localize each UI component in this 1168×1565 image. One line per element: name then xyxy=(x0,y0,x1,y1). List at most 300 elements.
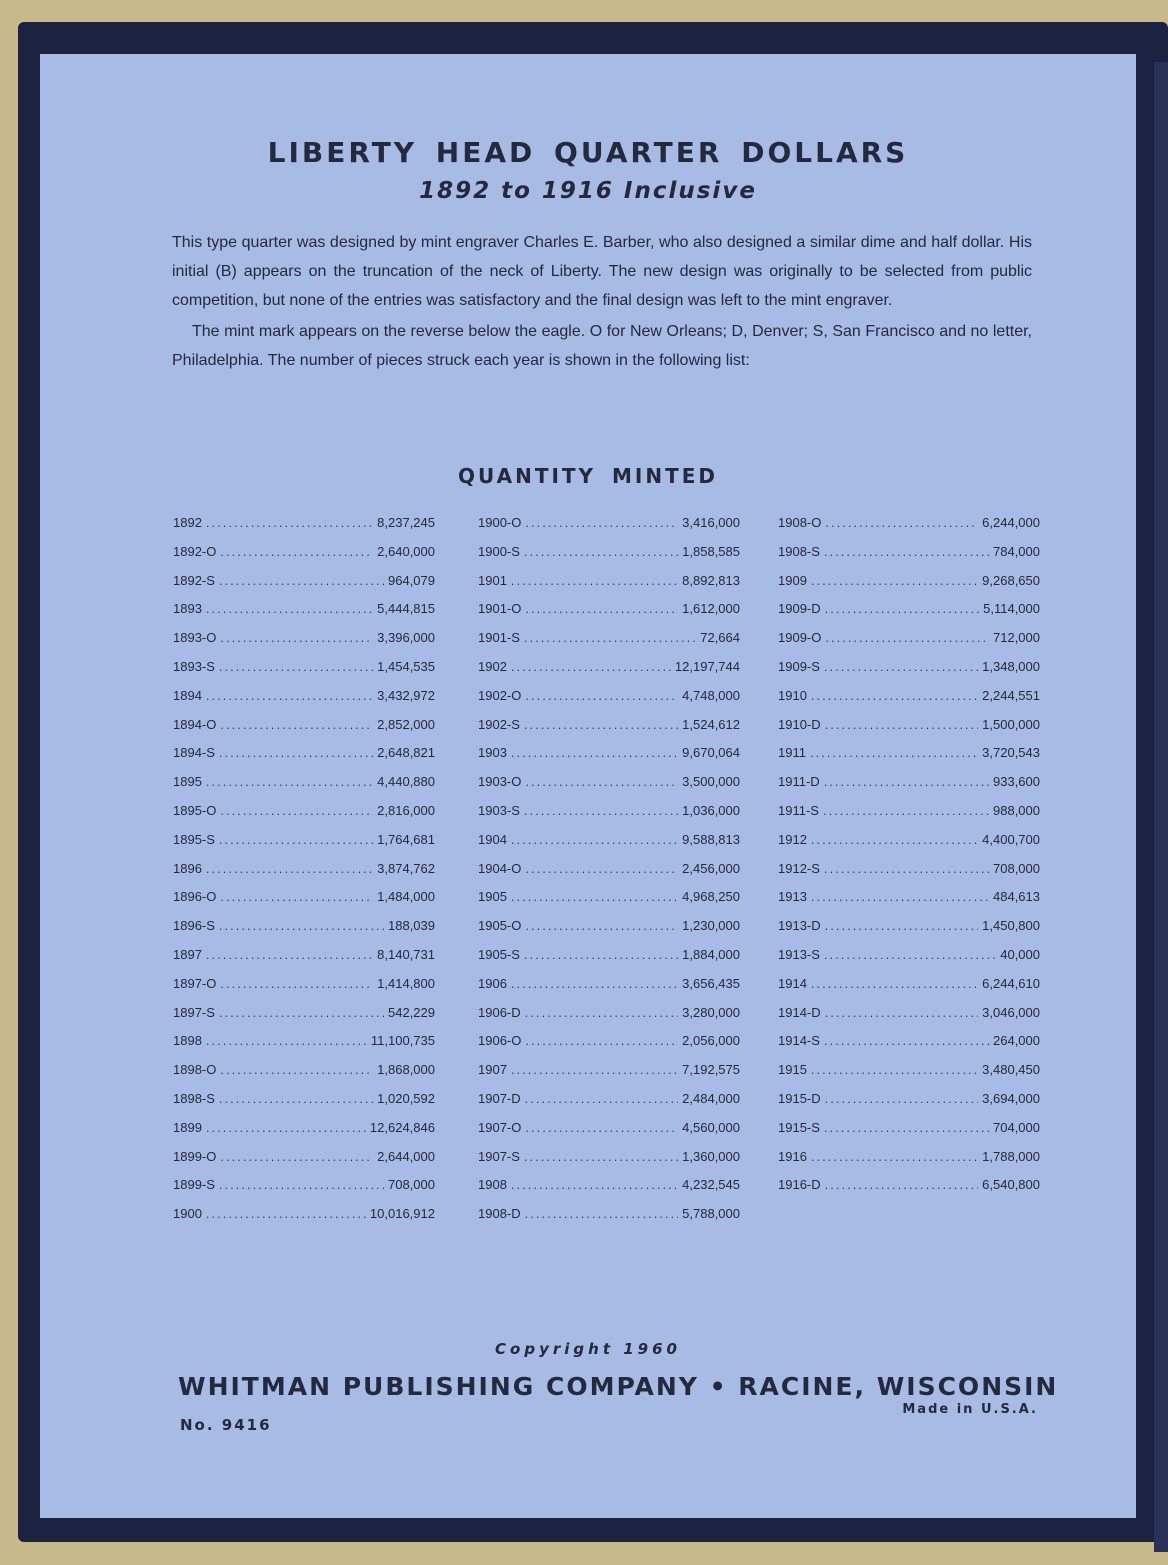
mintage-quantity: 1,360,000 xyxy=(682,1148,740,1164)
dot-leader xyxy=(524,1149,678,1164)
mintage-quantity: 1,414,800 xyxy=(377,975,435,991)
mintage-year: 1909 xyxy=(778,572,807,588)
dot-leader xyxy=(511,976,678,991)
mintage-year: 1905-O xyxy=(478,918,522,934)
dot-leader xyxy=(525,688,678,703)
mintage-row xyxy=(173,1091,435,1120)
mintage-quantity: 2,644,000 xyxy=(377,1148,435,1164)
mintage-quantity: 1,868,000 xyxy=(377,1062,435,1078)
mintage-year: 1892 xyxy=(173,515,202,530)
mintage-quantity: 708,000 xyxy=(388,1177,435,1193)
dot-leader xyxy=(206,1033,367,1048)
dot-leader xyxy=(525,1206,679,1221)
mintage-quantity: 3,480,450 xyxy=(982,1062,1040,1078)
album-spine xyxy=(1154,62,1168,1552)
mintage-year: 1898-S xyxy=(173,1090,215,1106)
mintage-year: 1909-S xyxy=(778,658,820,674)
mintage-row xyxy=(173,1206,435,1235)
dot-leader xyxy=(219,1005,384,1020)
mintage-row xyxy=(478,717,740,746)
mintage-year: 1898-O xyxy=(173,1062,217,1078)
mintage-quantity: 5,114,000 xyxy=(983,601,1040,617)
mintage-quantity: 3,874,762 xyxy=(377,860,435,876)
mintage-quantity: 5,788,000 xyxy=(682,1206,740,1222)
mintage-row xyxy=(173,774,435,803)
dot-leader xyxy=(525,861,678,876)
dot-leader xyxy=(525,1091,679,1106)
mintage-year: 1892-O xyxy=(173,543,217,559)
mintage-row xyxy=(478,688,740,717)
dot-leader xyxy=(825,1005,979,1020)
dot-leader xyxy=(524,717,678,732)
mintage-row xyxy=(478,1120,740,1149)
mintage-quantity: 3,280,000 xyxy=(682,1004,740,1020)
album-page xyxy=(40,54,1136,1518)
dot-leader xyxy=(511,832,678,847)
dot-leader xyxy=(206,688,373,703)
quantity-minted-heading: QUANTITY MINTED xyxy=(457,464,718,488)
dot-leader xyxy=(511,659,671,674)
mintage-year: 1903 xyxy=(478,745,507,761)
mintage-column-1 xyxy=(173,515,435,1235)
mintage-year: 1912-S xyxy=(778,860,820,876)
mintage-row xyxy=(778,1062,1040,1091)
mintage-row xyxy=(778,976,1040,1005)
mintage-row xyxy=(173,1149,435,1178)
mintage-year: 1902 xyxy=(478,658,507,674)
mintage-quantity: 9,670,064 xyxy=(682,745,740,761)
mintage-year: 1906-D xyxy=(478,1004,521,1020)
dot-leader xyxy=(525,1005,679,1020)
dot-leader xyxy=(824,659,978,674)
dot-leader xyxy=(825,1177,979,1192)
mintage-year: 1899 xyxy=(173,1119,202,1135)
intro-paragraph-1: This type quarter was designed by mint engraver Charles E. Barber, who also designed a similar dime and half dollar. His initial (B) appears on the truncation of the neck of Liberty. The new design was originally to be selected from public competition, but none of the entries was satisfactory and the final design was left to the mint engraver. xyxy=(172,234,1032,309)
mintage-quantity: 784,000 xyxy=(993,543,1040,559)
mintage-quantity: 484,613 xyxy=(993,889,1040,905)
mintage-year: 1903-S xyxy=(478,802,520,818)
mintage-quantity: 2,816,000 xyxy=(377,802,435,818)
mintage-quantity: 542,229 xyxy=(388,1004,435,1020)
dot-leader xyxy=(811,573,978,588)
mintage-year: 1911-D xyxy=(778,774,820,790)
mintage-year: 1914 xyxy=(778,975,807,991)
dot-leader xyxy=(524,803,678,818)
mintage-quantity: 12,197,744 xyxy=(674,658,740,674)
dot-leader xyxy=(811,889,989,904)
mintage-year: 1913 xyxy=(778,889,807,905)
mintage-quantity: 1,450,800 xyxy=(982,918,1040,934)
mintage-quantity: 2,456,000 xyxy=(682,860,740,876)
mintage-quantity: 1,454,535 xyxy=(377,658,435,674)
dot-leader xyxy=(220,976,373,991)
dot-leader xyxy=(220,1062,373,1077)
mintage-row xyxy=(173,688,435,717)
dot-leader xyxy=(206,515,373,530)
mintage-quantity: 5,444,815 xyxy=(377,601,435,617)
mintage-year: 1899-S xyxy=(173,1177,215,1193)
mintage-year: 1913-S xyxy=(778,946,820,962)
dot-leader xyxy=(220,1149,373,1164)
mintage-year: 1893 xyxy=(173,601,202,617)
mintage-year: 1908-D xyxy=(478,1206,521,1222)
mintage-year: 1896-S xyxy=(173,918,215,934)
mintage-year: 1905 xyxy=(478,889,507,905)
dot-leader xyxy=(825,630,989,645)
mintage-year: 1907-S xyxy=(478,1148,520,1164)
dot-leader xyxy=(811,1149,978,1164)
mintage-year: 1916-D xyxy=(778,1177,821,1193)
mintage-row xyxy=(478,601,740,630)
mintage-quantity: 3,694,000 xyxy=(982,1090,1040,1106)
dot-leader xyxy=(524,947,678,962)
mintage-quantity: 3,416,000 xyxy=(682,515,740,530)
mintage-quantity: 2,484,000 xyxy=(682,1090,740,1106)
dot-leader xyxy=(219,745,373,760)
mintage-quantity: 4,748,000 xyxy=(682,687,740,703)
mintage-quantity: 188,039 xyxy=(388,918,435,934)
dot-leader xyxy=(511,1062,678,1077)
mintage-row xyxy=(173,1120,435,1149)
mintage-row xyxy=(478,1091,740,1120)
mintage-quantity: 1,858,585 xyxy=(682,543,740,559)
dot-leader xyxy=(823,803,989,818)
mintage-year: 1894-S xyxy=(173,745,215,761)
mintage-row xyxy=(478,803,740,832)
mintage-year: 1907-O xyxy=(478,1119,522,1135)
dot-leader xyxy=(525,1120,678,1135)
mintage-quantity: 712,000 xyxy=(993,630,1040,646)
mintage-quantity: 1,884,000 xyxy=(682,946,740,962)
mintage-row xyxy=(478,573,740,602)
mintage-year: 1895 xyxy=(173,774,202,790)
intro-paragraph-2: The mint mark appears on the reverse below the eagle. O for New Orleans; D, Denver; S, San Francisco and no letter, Philadelphia. The number of pieces struck each year is shown in the following list: xyxy=(172,323,1032,369)
dot-leader xyxy=(811,976,978,991)
dot-leader xyxy=(511,889,678,904)
mintage-year: 1895-O xyxy=(173,802,217,818)
mintage-year: 1901 xyxy=(478,572,507,588)
dot-leader xyxy=(524,544,678,559)
mintage-row xyxy=(778,630,1040,659)
mintage-row xyxy=(173,861,435,890)
mintage-quantity: 40,000 xyxy=(1000,946,1040,962)
mintage-row xyxy=(173,1033,435,1062)
dot-leader xyxy=(811,832,978,847)
mintage-year: 1899-O xyxy=(173,1148,217,1164)
mintage-row xyxy=(778,659,1040,688)
mintage-quantity: 264,000 xyxy=(993,1033,1040,1049)
mintage-year: 1910-D xyxy=(778,716,821,732)
dot-leader xyxy=(824,1033,989,1048)
mintage-year: 1912 xyxy=(778,831,807,847)
mintage-year: 1894-O xyxy=(173,716,217,732)
mintage-row xyxy=(478,1033,740,1062)
mintage-row xyxy=(478,774,740,803)
mintage-row xyxy=(173,573,435,602)
mintage-row xyxy=(173,976,435,1005)
mintage-year: 1902-S xyxy=(478,716,520,732)
mintage-row xyxy=(778,861,1040,890)
mintage-row xyxy=(778,544,1040,573)
mintage-row xyxy=(478,544,740,573)
dot-leader xyxy=(219,1177,384,1192)
mintage-quantity: 3,720,543 xyxy=(982,745,1040,761)
mintage-year: 1913-D xyxy=(778,918,821,934)
mintage-quantity: 8,140,731 xyxy=(377,946,435,962)
dot-leader xyxy=(824,774,989,789)
mintage-row xyxy=(478,832,740,861)
mintage-quantity: 6,540,800 xyxy=(982,1177,1040,1193)
mintage-quantity: 11,100,735 xyxy=(370,1033,435,1049)
dot-leader xyxy=(219,573,384,588)
mintage-row xyxy=(778,1120,1040,1149)
mintage-year: 1900 xyxy=(173,1206,202,1222)
mintage-quantity: 8,892,813 xyxy=(682,572,740,588)
mintage-row xyxy=(778,1177,1040,1206)
mintage-row xyxy=(173,745,435,774)
dot-leader xyxy=(220,889,373,904)
mintage-quantity: 4,560,000 xyxy=(682,1119,740,1135)
mintage-quantity: 2,244,551 xyxy=(982,687,1040,703)
mintage-column-3 xyxy=(778,515,1040,1206)
dot-leader xyxy=(220,803,373,818)
mintage-quantity: 1,612,000 xyxy=(682,601,740,617)
mintage-row xyxy=(173,803,435,832)
copyright-line: Copyright 1960 xyxy=(495,1340,681,1358)
mintage-row xyxy=(478,1005,740,1034)
dot-leader xyxy=(824,861,989,876)
mintage-quantity: 2,852,000 xyxy=(377,716,435,732)
mintage-row xyxy=(778,688,1040,717)
mintage-row xyxy=(778,515,1040,544)
mintage-quantity: 1,348,000 xyxy=(982,658,1040,674)
mintage-year: 1901-S xyxy=(478,630,520,646)
mintage-year: 1898 xyxy=(173,1033,202,1049)
mintage-year: 1906-O xyxy=(478,1033,522,1049)
mintage-quantity: 988,000 xyxy=(993,802,1040,818)
mintage-row xyxy=(173,544,435,573)
mintage-quantity: 964,079 xyxy=(388,572,435,588)
dot-leader xyxy=(810,745,978,760)
dot-leader xyxy=(219,1091,373,1106)
mintage-year: 1892-S xyxy=(173,572,215,588)
mintage-year: 1915-D xyxy=(778,1090,821,1106)
mintage-row xyxy=(173,659,435,688)
mintage-row xyxy=(778,745,1040,774)
mintage-year: 1904-O xyxy=(478,860,522,876)
dot-leader xyxy=(524,630,696,645)
dot-leader xyxy=(825,1091,979,1106)
mintage-quantity: 1,230,000 xyxy=(682,918,740,934)
dot-leader xyxy=(220,544,373,559)
mintage-year: 1908-O xyxy=(778,515,822,530)
mintage-year: 1897-O xyxy=(173,975,217,991)
mintage-row xyxy=(173,601,435,630)
mintage-row xyxy=(778,1005,1040,1034)
mintage-year: 1900-S xyxy=(478,543,520,559)
mintage-row xyxy=(478,1149,740,1178)
mintage-year: 1896-O xyxy=(173,889,217,905)
mintage-quantity: 3,656,435 xyxy=(682,975,740,991)
mintage-year: 1897 xyxy=(173,946,202,962)
mintage-row xyxy=(478,659,740,688)
mintage-quantity: 2,640,000 xyxy=(377,543,435,559)
dot-leader xyxy=(206,774,373,789)
mintage-quantity: 10,016,912 xyxy=(369,1206,435,1222)
mintage-row xyxy=(478,1206,740,1235)
dot-leader xyxy=(824,1120,989,1135)
dot-leader xyxy=(811,1062,978,1077)
mintage-row xyxy=(778,717,1040,746)
dot-leader xyxy=(219,659,373,674)
mintage-quantity: 933,600 xyxy=(993,774,1040,790)
mintage-row xyxy=(173,832,435,861)
mintage-row xyxy=(173,1177,435,1206)
mintage-quantity: 8,237,245 xyxy=(377,515,435,530)
mintage-row xyxy=(778,889,1040,918)
mintage-quantity: 2,648,821 xyxy=(377,745,435,761)
dot-leader xyxy=(220,630,373,645)
mintage-year: 1897-S xyxy=(173,1004,215,1020)
mintage-year: 1908-S xyxy=(778,543,820,559)
mintage-row xyxy=(478,1177,740,1206)
dot-leader xyxy=(825,918,979,933)
dot-leader xyxy=(825,717,979,732)
mintage-year: 1901-O xyxy=(478,601,522,617)
mintage-quantity: 9,268,650 xyxy=(982,572,1040,588)
mintage-quantity: 1,788,000 xyxy=(982,1148,1040,1164)
mintage-year: 1900-O xyxy=(478,515,522,530)
mintage-row xyxy=(778,1033,1040,1062)
mintage-year: 1914-S xyxy=(778,1033,820,1049)
dot-leader xyxy=(206,947,373,962)
page-subtitle: 1892 to 1916 Inclusive xyxy=(419,178,757,204)
dot-leader xyxy=(811,688,978,703)
dot-leader xyxy=(206,861,373,876)
dot-leader xyxy=(206,1120,366,1135)
dot-leader xyxy=(220,717,373,732)
mintage-year: 1895-S xyxy=(173,831,215,847)
mintage-quantity: 7,192,575 xyxy=(682,1062,740,1078)
mintage-year: 1915 xyxy=(778,1062,807,1078)
mintage-year: 1908 xyxy=(478,1177,507,1193)
dot-leader xyxy=(525,918,678,933)
mintage-column-2 xyxy=(478,515,740,1235)
mintage-quantity: 72,664 xyxy=(700,630,740,646)
mintage-quantity: 4,440,880 xyxy=(377,774,435,790)
mintage-quantity: 2,056,000 xyxy=(682,1033,740,1049)
page-title: LIBERTY HEAD QUARTER DOLLARS xyxy=(267,136,909,169)
catalog-number: No. 9416 xyxy=(180,1416,272,1434)
mintage-row xyxy=(478,515,740,544)
dot-leader xyxy=(206,601,373,616)
dot-leader xyxy=(206,1206,366,1221)
mintage-quantity: 4,400,700 xyxy=(982,831,1040,847)
dot-leader xyxy=(525,515,678,530)
mintage-row xyxy=(478,861,740,890)
mintage-quantity: 3,500,000 xyxy=(682,774,740,790)
mintage-row xyxy=(778,803,1040,832)
mintage-row xyxy=(778,918,1040,947)
mintage-year: 1894 xyxy=(173,687,202,703)
mintage-year: 1911-S xyxy=(778,802,819,818)
mintage-row xyxy=(778,1091,1040,1120)
dot-leader xyxy=(511,745,678,760)
mintage-quantity: 4,232,545 xyxy=(682,1177,740,1193)
mintage-year: 1911 xyxy=(778,745,806,761)
mintage-row xyxy=(173,1062,435,1091)
mintage-quantity: 1,764,681 xyxy=(377,831,435,847)
mintage-row xyxy=(478,630,740,659)
dot-leader xyxy=(525,774,678,789)
mintage-row xyxy=(778,774,1040,803)
mintage-row xyxy=(173,630,435,659)
mintage-quantity: 1,500,000 xyxy=(982,716,1040,732)
dot-leader xyxy=(525,601,678,616)
dot-leader xyxy=(824,544,989,559)
mintage-row xyxy=(778,601,1040,630)
mintage-year: 1907 xyxy=(478,1062,507,1078)
mintage-year: 1904 xyxy=(478,831,507,847)
mintage-row xyxy=(478,745,740,774)
mintage-row xyxy=(478,889,740,918)
mintage-year: 1893-S xyxy=(173,658,215,674)
mintage-quantity: 12,624,846 xyxy=(369,1119,435,1135)
mintage-row xyxy=(478,947,740,976)
mintage-year: 1909-O xyxy=(778,630,822,646)
mintage-row xyxy=(778,832,1040,861)
dot-leader xyxy=(511,1177,678,1192)
mintage-year: 1909-D xyxy=(778,601,821,617)
mintage-quantity: 3,432,972 xyxy=(377,687,435,703)
mintage-row xyxy=(778,947,1040,976)
mintage-quantity: 704,000 xyxy=(993,1119,1040,1135)
dot-leader xyxy=(525,1033,678,1048)
mintage-row xyxy=(778,573,1040,602)
mintage-quantity: 1,036,000 xyxy=(682,802,740,818)
mintage-year: 1893-O xyxy=(173,630,217,646)
mintage-year: 1915-S xyxy=(778,1119,820,1135)
mintage-quantity: 1,020,592 xyxy=(377,1090,435,1106)
mintage-row xyxy=(173,918,435,947)
mintage-quantity: 3,396,000 xyxy=(377,630,435,646)
mintage-year: 1902-O xyxy=(478,687,522,703)
dot-leader xyxy=(825,515,978,530)
dot-leader xyxy=(825,601,979,616)
mintage-quantity: 9,588,813 xyxy=(682,831,740,847)
mintage-row xyxy=(173,889,435,918)
mintage-quantity: 1,524,612 xyxy=(682,716,740,732)
mintage-year: 1906 xyxy=(478,975,507,991)
mintage-row xyxy=(173,1005,435,1034)
mintage-quantity: 708,000 xyxy=(993,860,1040,876)
mintage-quantity: 4,968,250 xyxy=(682,889,740,905)
mintage-year: 1910 xyxy=(778,687,807,703)
dot-leader xyxy=(219,832,373,847)
mintage-row xyxy=(478,976,740,1005)
dot-leader xyxy=(824,947,996,962)
mintage-row xyxy=(778,1149,1040,1178)
intro-text xyxy=(172,228,1032,375)
mintage-year: 1907-D xyxy=(478,1090,521,1106)
mintage-year: 1916 xyxy=(778,1148,807,1164)
publisher-line: WHITMAN PUBLISHING COMPANY • RACINE, WISCONSIN xyxy=(178,1372,1059,1401)
mintage-year: 1896 xyxy=(173,860,202,876)
dot-leader xyxy=(219,918,384,933)
mintage-year: 1903-O xyxy=(478,774,522,790)
mintage-quantity: 6,244,610 xyxy=(982,975,1040,991)
mintage-row xyxy=(478,1062,740,1091)
